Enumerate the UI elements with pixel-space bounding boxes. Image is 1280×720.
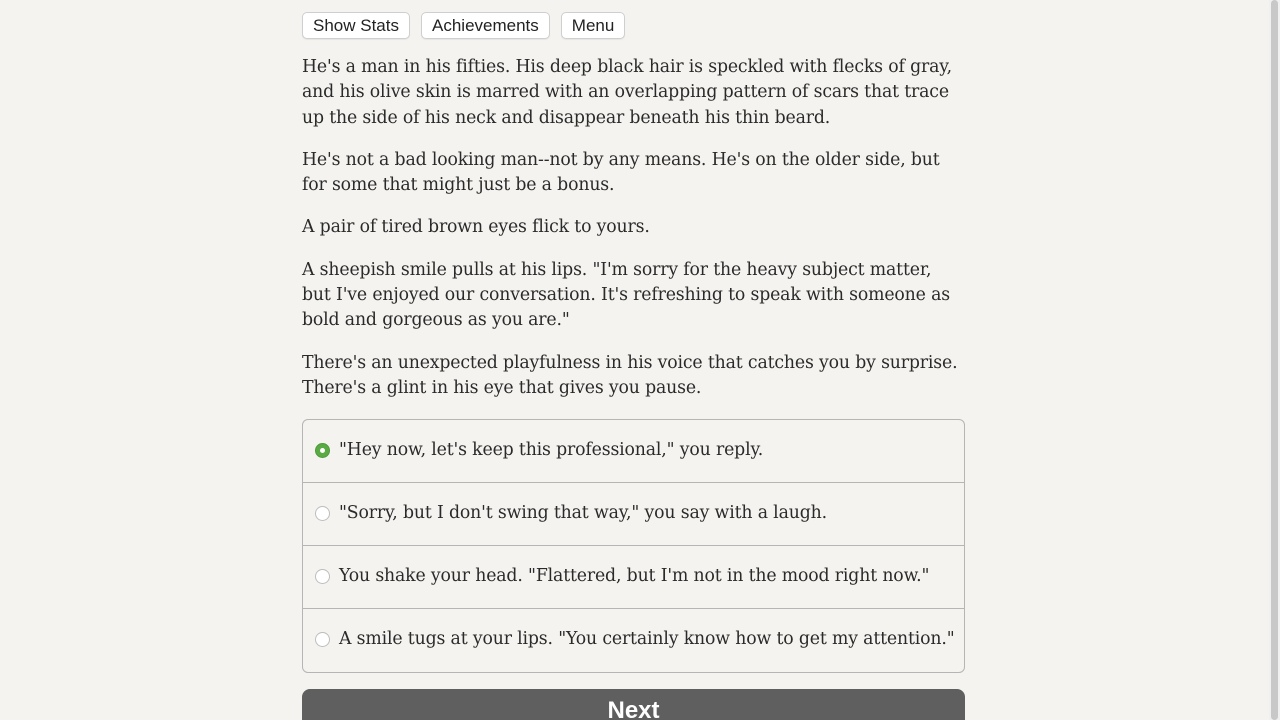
choice-option[interactable]: [303, 420, 964, 483]
achievements-button[interactable]: Achievements: [421, 12, 550, 39]
scrollbar-thumb[interactable]: [1271, 0, 1278, 720]
story-paragraph: A sheepish smile pulls at his lips. "I'm sorry for the heavy subject matter, but I've enjoyed our conversation. It's refreshing to speak with someone as bold and gorgeous as you are.": [302, 259, 950, 331]
choice-label: You shake your head. "Flattered, but I'm not in the mood right now.": [339, 566, 930, 586]
story-paragraph: He's a man in his fifties. His deep black hair is speckled with flecks of gray, and his olive skin is marred with an overlapping pattern of scars that trace up the side of his neck and disappear beneath his thin beard.: [302, 57, 952, 128]
choice-option[interactable]: [303, 546, 964, 609]
choice-label: "Hey now, let's keep this professional," you reply.: [339, 440, 764, 460]
show-stats-button[interactable]: Show Stats: [302, 12, 410, 39]
next-button[interactable]: Next: [302, 689, 965, 720]
choice-list: [302, 419, 965, 673]
radio-button[interactable]: [315, 632, 330, 647]
story-text: [302, 55, 965, 418]
radio-button[interactable]: [315, 569, 330, 584]
radio-button[interactable]: [315, 443, 330, 458]
choice-option[interactable]: [303, 483, 964, 546]
story-paragraph: A pair of tired brown eyes flick to yours.: [302, 217, 650, 238]
choice-label: "Sorry, but I don't swing that way," you say with a laugh.: [339, 503, 827, 523]
top-toolbar: [302, 12, 625, 39]
choice-label: A smile tugs at your lips. "You certainly know how to get my attention.": [339, 629, 955, 649]
menu-button[interactable]: Menu: [561, 12, 626, 39]
choice-option[interactable]: [303, 609, 964, 672]
story-paragraph: There's an unexpected playfulness in his voice that catches you by surprise. There's a glint in his eye that gives you pause.: [302, 352, 958, 398]
story-paragraph: He's not a bad looking man--not by any means. He's on the older side, but for some that might just be a bonus.: [302, 149, 940, 196]
radio-button[interactable]: [315, 506, 330, 521]
scrollbar-track[interactable]: [1269, 0, 1280, 720]
